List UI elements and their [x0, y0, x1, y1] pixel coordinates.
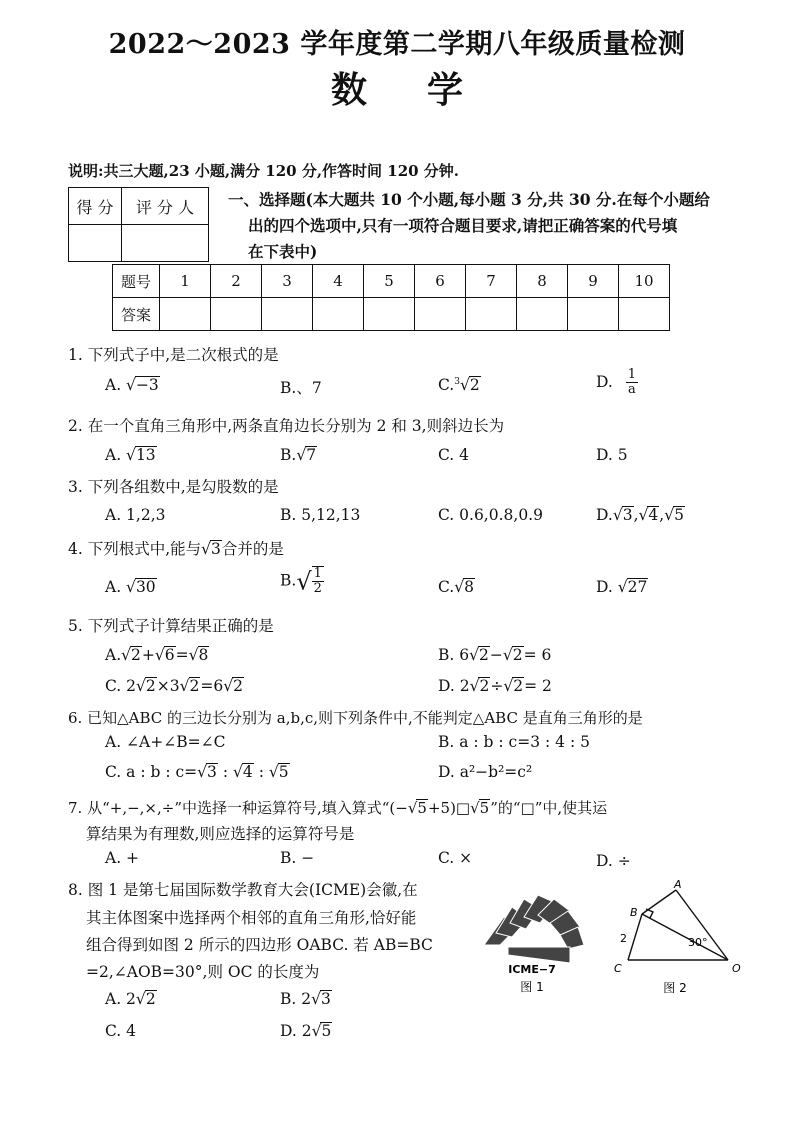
figure1-caption: 图 1	[520, 980, 544, 994]
label-c: C	[614, 962, 622, 975]
q1-stem: 1. 下列式子中,是二次根式的是	[68, 346, 279, 364]
q8-option-b[interactable]: B. 2√3	[280, 990, 331, 1008]
q4-stem: 4. 下列根式中,能与√3合并的是	[68, 540, 284, 558]
q6-option-c[interactable]: C. a : b : c=√3 : √4 : √5	[105, 763, 289, 781]
q6-option-d[interactable]: D. a²−b²=c²	[438, 763, 533, 781]
q8-option-d[interactable]: D. 2√5	[280, 1022, 332, 1040]
q7-option-b[interactable]: B. −	[280, 849, 315, 867]
q3-option-c[interactable]: C. 0.6,0.8,0.9	[438, 506, 543, 524]
section1-line3: 在下表中)	[248, 242, 318, 261]
answer-table-number-label: 题号	[113, 265, 160, 298]
section1-line2: 出的四个选项中,只有一项符合题目要求,请把正确答案的代号填	[248, 216, 678, 235]
q2-option-c[interactable]: C. 4	[438, 446, 470, 464]
q7-stem-line2: 算结果为有理数,则应选择的运算符号是	[86, 825, 355, 843]
score-cell[interactable]	[69, 225, 122, 262]
answer-table-number: 4	[313, 265, 364, 298]
label-b: B	[630, 906, 638, 919]
q7-option-d[interactable]: D. ÷	[596, 852, 631, 870]
figure1-icme-logo	[478, 893, 586, 995]
figure1-logo-text: ICME−7	[508, 963, 556, 976]
score-box	[68, 187, 209, 262]
grader-cell[interactable]	[122, 225, 209, 262]
segment-oa	[676, 890, 728, 960]
q2-option-b[interactable]: B.√7	[280, 446, 317, 464]
grader-header: 评 分 人	[122, 188, 209, 225]
q5-option-a[interactable]: A.√2+√6=√8	[105, 646, 209, 664]
answer-table-number: 5	[364, 265, 415, 298]
q3-option-d[interactable]: D.√3,√4,√5	[596, 506, 684, 524]
label-o: O	[732, 962, 741, 975]
answer-table-number: 8	[517, 265, 568, 298]
answer-table	[112, 264, 670, 331]
label-angle-30: 30°	[688, 936, 708, 949]
q4-option-c[interactable]: C.√8	[438, 578, 474, 596]
exam-title: 2022～2023 学年度第二学期八年级质量检测	[108, 29, 686, 60]
q1-option-b[interactable]: B.、7	[280, 379, 322, 397]
answer-table-number: 9	[568, 265, 619, 298]
answer-cell[interactable]	[568, 298, 619, 331]
answer-table-number: 10	[619, 265, 670, 298]
answer-cell[interactable]	[160, 298, 211, 331]
answer-cell[interactable]	[619, 298, 670, 331]
q8-stem-line1: 8. 图 1 是第七届国际数学教育大会(ICME)会徽,在	[68, 881, 418, 899]
q6-stem: 6. 已知△ABC 的三边长分别为 a,b,c,则下列条件中,不能判定△ABC 是直角三角形的是	[68, 709, 643, 727]
answer-cell[interactable]	[313, 298, 364, 331]
segment-bo	[642, 914, 728, 960]
answer-cell[interactable]	[466, 298, 517, 331]
answer-table-number: 2	[211, 265, 262, 298]
q4-option-b[interactable]: B.√ $\frac{1}{2}$	[280, 566, 322, 597]
answer-cell[interactable]	[211, 298, 262, 331]
q2-option-d[interactable]: D. 5	[596, 446, 628, 464]
label-side-2: 2	[620, 932, 627, 945]
q4-option-a[interactable]: A. √30	[105, 578, 156, 596]
score-header: 得 分	[69, 188, 122, 225]
q7-option-a[interactable]: A. +	[105, 849, 140, 867]
answer-cell[interactable]	[415, 298, 466, 331]
answer-cell[interactable]	[262, 298, 313, 331]
q2-stem: 2. 在一个直角三角形中,两条直角边长分别为 2 和 3,则斜边长为	[68, 417, 505, 435]
answer-cell[interactable]	[517, 298, 568, 331]
answer-cell[interactable]	[364, 298, 415, 331]
answer-table-number: 1	[160, 265, 211, 298]
answer-table-number: 7	[466, 265, 517, 298]
q4-option-d[interactable]: D. √27	[596, 578, 648, 596]
section1-line1: 一、选择题(本大题共 10 个小题,每小题 3 分,共 30 分.在每个小题给	[228, 190, 710, 209]
q3-stem: 3. 下列各组数中,是勾股数的是	[68, 478, 279, 496]
answer-table-answer-label: 答案	[113, 298, 160, 331]
q5-option-b[interactable]: B. 6√2−√2= 6	[438, 646, 552, 664]
q6-option-a[interactable]: A. ∠A+∠B=∠C	[105, 733, 226, 751]
q6-option-b[interactable]: B. a : b : c=3 : 4 : 5	[438, 733, 590, 751]
label-a: A	[674, 878, 682, 891]
q8-stem-line2: 其主体图案中选择两个相邻的直角三角形,恰好能	[86, 909, 417, 927]
figure2-quadrilateral	[600, 878, 750, 998]
subject-title: 数学	[330, 69, 523, 111]
segment-bc	[628, 914, 642, 960]
q5-option-d[interactable]: D. 2√2÷√2= 2	[438, 677, 552, 695]
exam-instructions: 说明:共三大题,23 小题,满分 120 分,作答时间 120 分钟.	[68, 162, 460, 180]
q8-stem-line4: =2,∠AOB=30°,则 OC 的长度为	[86, 963, 320, 981]
q7-option-c[interactable]: C. ×	[438, 849, 473, 867]
q3-option-b[interactable]: B. 5,12,13	[280, 506, 361, 524]
q1-option-d[interactable]: D. $\frac{1}{a}$	[596, 367, 637, 398]
answer-table-number: 6	[415, 265, 466, 298]
q2-option-a[interactable]: A. √13	[105, 446, 156, 464]
q1-option-a[interactable]: A. √−3	[105, 376, 159, 394]
q8-option-c[interactable]: C. 4	[105, 1022, 137, 1040]
segment-ab	[642, 890, 676, 914]
q3-option-a[interactable]: A. 1,2,3	[105, 506, 166, 524]
q7-stem-line1: 7. 从“+,−,×,÷”中选择一种运算符号,填入算式“(−√5+5)□√5”的“□”中,使其运	[68, 799, 608, 817]
answer-table-number: 3	[262, 265, 313, 298]
q1-option-c[interactable]: C.$^3$√2	[438, 376, 480, 394]
q8-option-a[interactable]: A. 2√2	[105, 990, 156, 1008]
q8-stem-line3: 组合得到如图 2 所示的四边形 OABC. 若 AB=BC	[86, 936, 433, 954]
figure2-caption: 图 2	[663, 981, 687, 995]
q5-option-c[interactable]: C. 2√2×3√2=6√2	[105, 677, 244, 695]
q5-stem: 5. 下列式子计算结果正确的是	[68, 617, 274, 635]
logo-wedge	[508, 947, 570, 963]
